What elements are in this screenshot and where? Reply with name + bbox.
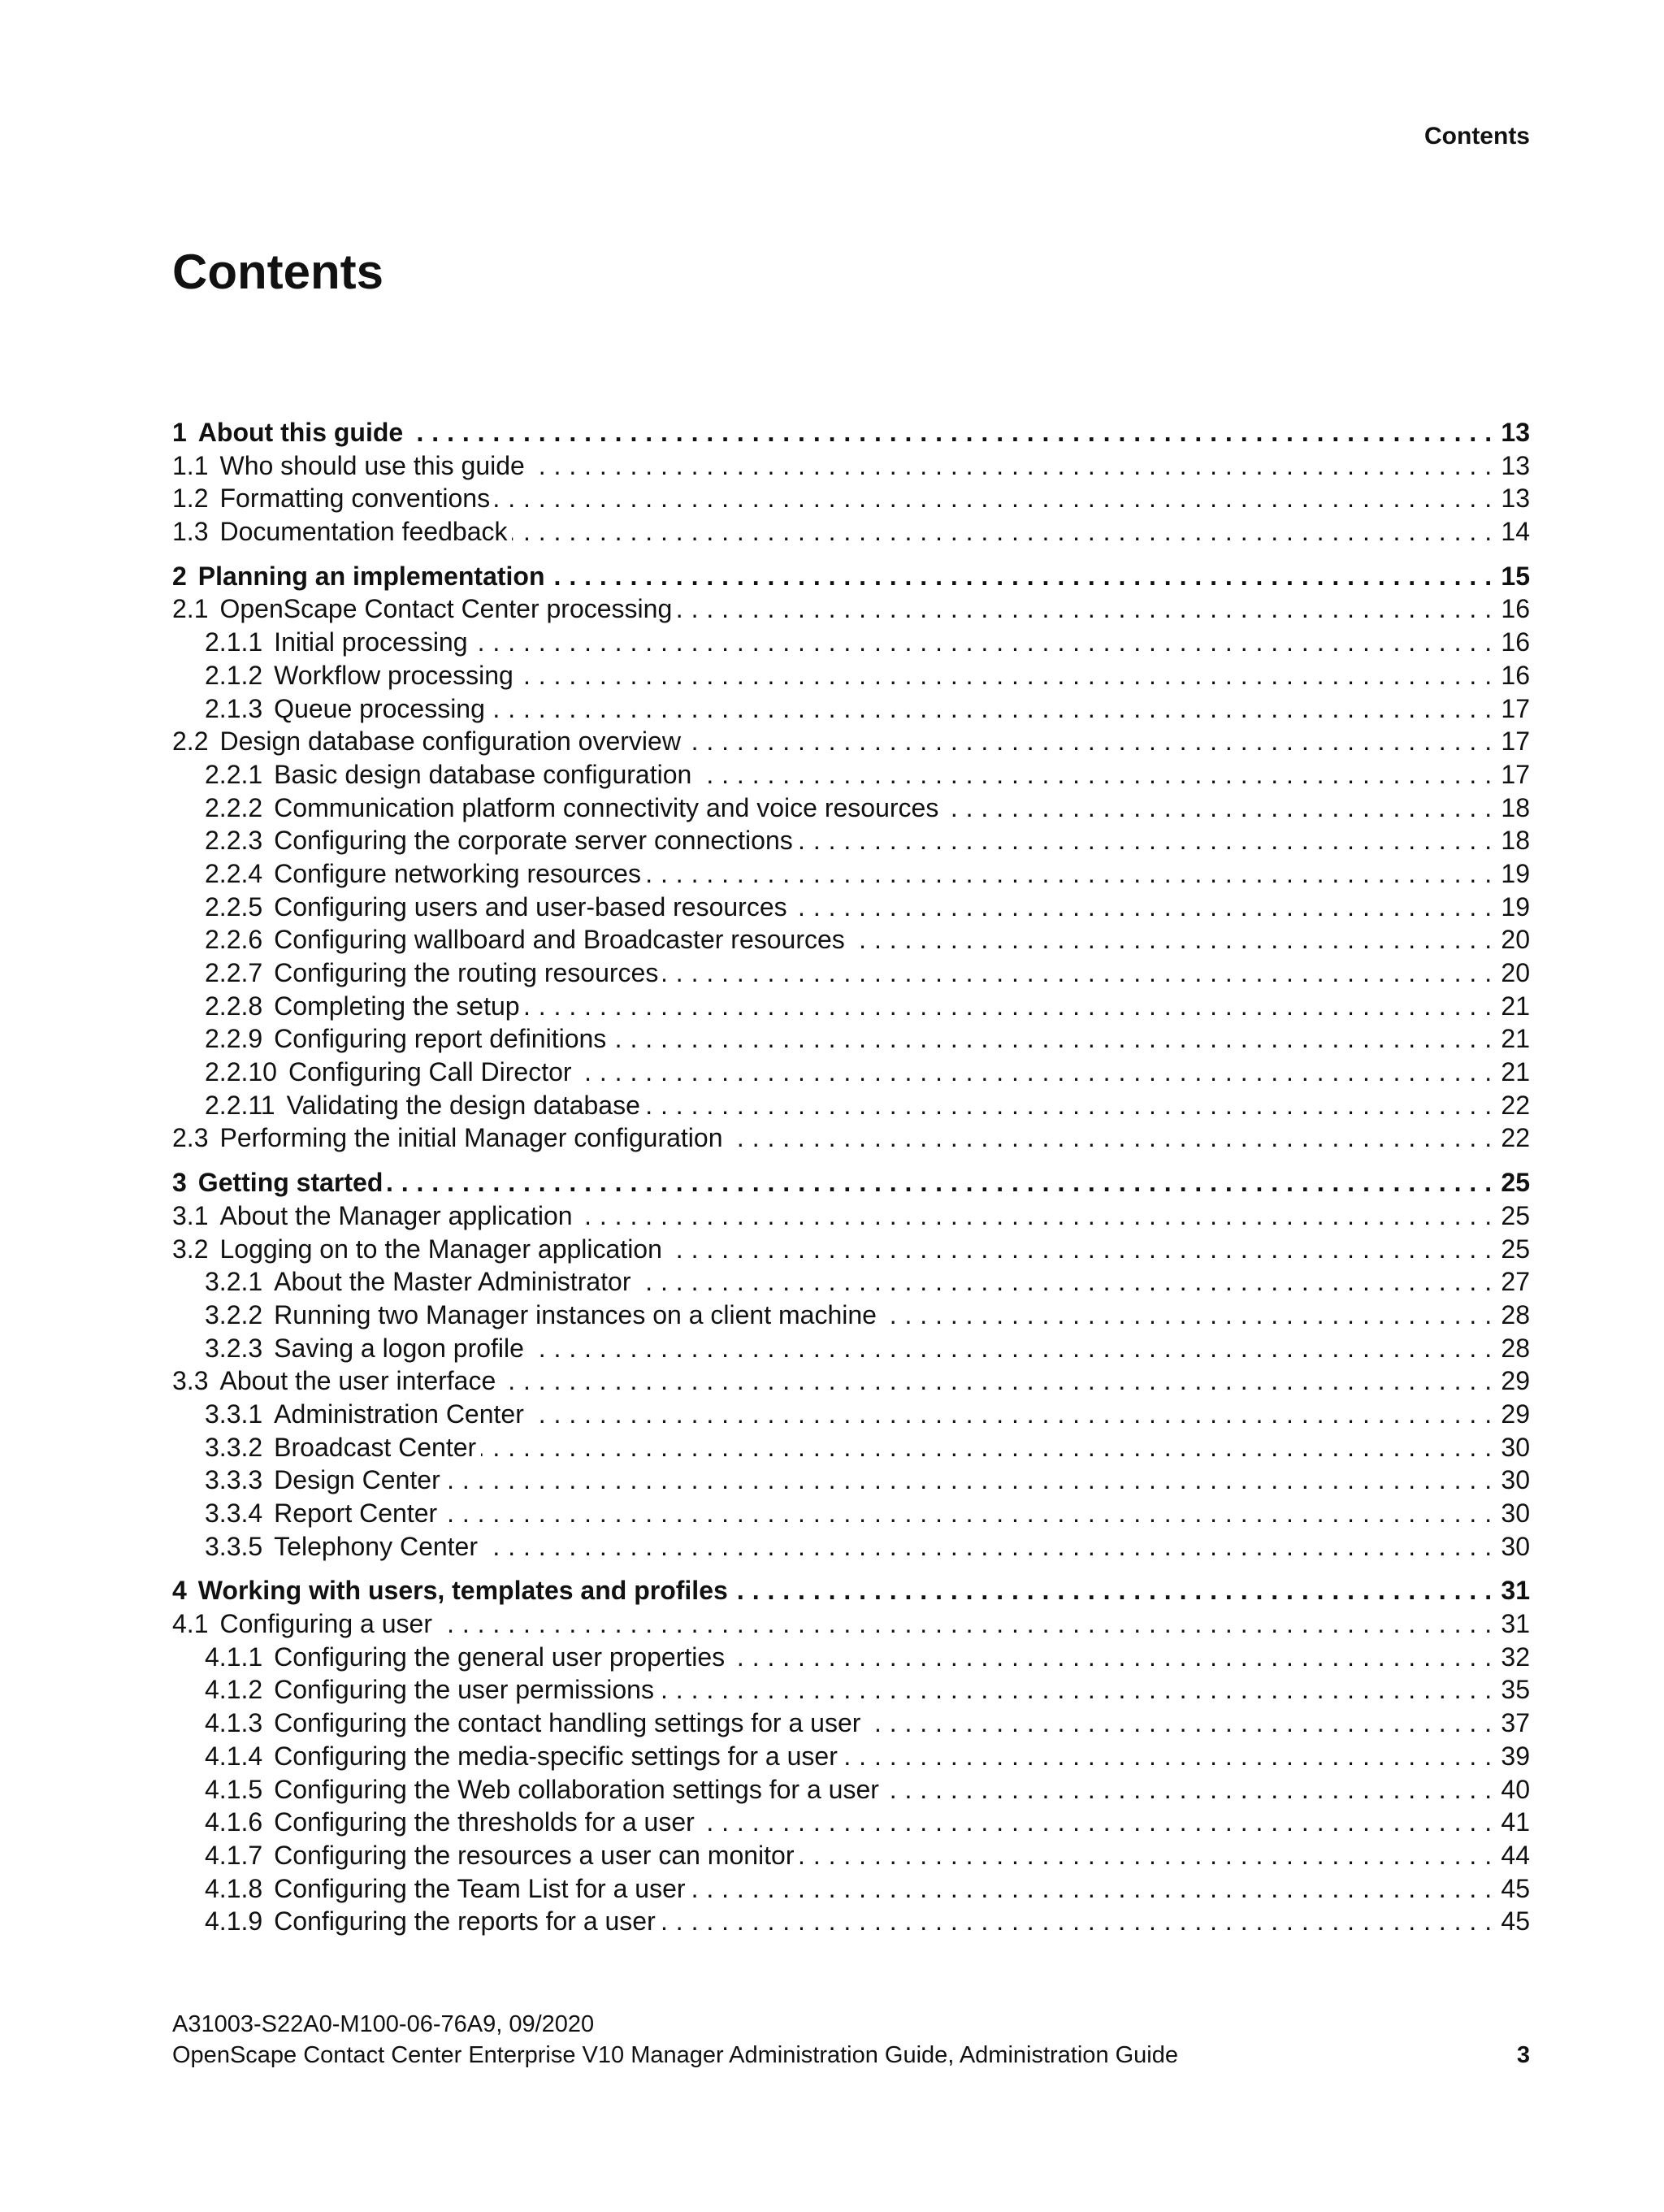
toc-entry-page: 13 (1494, 449, 1530, 483)
toc-entry-page: 17 (1494, 725, 1530, 758)
toc-entry-number: 2.2.10 (205, 1057, 277, 1087)
toc-entry-title (172, 1641, 730, 1674)
toc-entry-title (172, 990, 525, 1023)
toc-entry-label: About this guide (197, 418, 404, 447)
toc-entry-title (172, 1905, 661, 1938)
toc-entry-title (172, 1872, 691, 1906)
toc-entry-number: 4.1.1 (205, 1642, 263, 1672)
toc-entry-page: 25 (1494, 1233, 1530, 1266)
toc-entry-title (172, 659, 518, 692)
toc-entry-label: Configuring the user permissions (274, 1675, 654, 1705)
toc-entry-title (172, 1199, 578, 1233)
toc-entry-title (172, 824, 798, 857)
toc-entry-number: 4.1.9 (205, 1906, 263, 1937)
toc-entry-label: Broadcast Center (274, 1432, 477, 1462)
toc-entry-page: 16 (1494, 626, 1530, 659)
toc-entry-page: 31 (1494, 1607, 1530, 1641)
toc-entry[interactable] (172, 1233, 1530, 1266)
toc-entry-title (172, 560, 550, 593)
toc-entry-title (172, 923, 850, 956)
toc-entry[interactable] (172, 1574, 1530, 1607)
toc-entry-title (172, 1166, 388, 1199)
toc-chapter (172, 416, 1530, 549)
toc-entry-title (172, 725, 686, 758)
toc-entry-number: 2.2.2 (205, 792, 263, 822)
toc-entry-label: Initial processing (274, 627, 468, 657)
toc-entry-number: 2.2.11 (205, 1090, 275, 1120)
toc-entry-title (172, 1464, 445, 1497)
toc-entry[interactable] (172, 1607, 1530, 1641)
toc-entry-title (172, 1364, 500, 1398)
toc-entry-label: Saving a logon profile (274, 1333, 524, 1363)
toc-entry-label: Design Center (274, 1465, 440, 1495)
toc-entry[interactable] (172, 923, 1530, 956)
toc-entry-title (172, 482, 495, 515)
toc-entry-label: Logging on to the Manager application (219, 1234, 662, 1264)
toc-entry-label: Workflow processing (274, 660, 514, 690)
toc-entry-page: 17 (1494, 692, 1530, 726)
toc-entry-number: 4.1.8 (205, 1873, 263, 1903)
toc-entry-title (172, 1530, 483, 1564)
toc-entry[interactable] (172, 891, 1530, 924)
toc-entry-title (172, 449, 530, 483)
toc-entry-page: 19 (1494, 857, 1530, 891)
toc-entry-label: Configuring the thresholds for a user (274, 1807, 695, 1837)
toc-entry[interactable] (172, 1166, 1530, 1199)
toc-entry-number: 3.1 (172, 1200, 209, 1230)
toc-entry[interactable] (172, 1022, 1530, 1056)
toc-entry[interactable] (172, 626, 1530, 659)
toc-entry-label: Configuring the corporate server connections (274, 826, 793, 856)
toc-entry-label: Configuring the general user properties (274, 1642, 726, 1672)
toc-entry-label: OpenScape Contact Center processing (219, 594, 673, 624)
toc-entry[interactable] (172, 725, 1530, 758)
toc-entry-title (172, 1398, 529, 1431)
toc-entry-label: Running two Manager instances on a client machine (274, 1299, 877, 1329)
toc-entry-number: 2.2.4 (205, 858, 263, 888)
toc-entry-label: Configuring report definitions (274, 1024, 607, 1054)
toc-entry[interactable] (172, 1497, 1530, 1530)
footer-doc-number: A31003-S22A0-M100-06-76A9, 09/2020 (172, 2011, 595, 2037)
toc-entry-page: 30 (1494, 1497, 1530, 1530)
toc-entry[interactable] (172, 592, 1530, 626)
toc-entry-label: Queue processing (274, 693, 485, 723)
toc-entry-number: 3.3.5 (205, 1531, 263, 1561)
toc-entry-page: 25 (1494, 1199, 1530, 1233)
toc-entry-label: Completing the setup (274, 991, 520, 1021)
toc-entry-title (172, 1265, 635, 1299)
toc-entry-title (172, 626, 473, 659)
toc-entry-page: 30 (1494, 1530, 1530, 1564)
toc-entry-number: 2.2.3 (205, 826, 263, 856)
page-footer (172, 2009, 1530, 2071)
toc-entry-title (172, 1056, 577, 1089)
toc-entry[interactable] (172, 482, 1530, 515)
toc-chapter (172, 1574, 1530, 1938)
toc-entry[interactable] (172, 1299, 1530, 1332)
toc-entry-number: 4 (172, 1576, 187, 1606)
toc-entry-label: Configuring the resources a user can monitor (274, 1840, 795, 1870)
toc-entry-title (172, 758, 696, 792)
toc-entry-page: 21 (1494, 1022, 1530, 1056)
toc-entry-title (172, 891, 792, 924)
toc-entry[interactable] (172, 1199, 1530, 1233)
toc-entry-label: About the Manager application (219, 1200, 573, 1230)
toc-entry[interactable] (172, 1265, 1530, 1299)
toc-entry[interactable] (172, 1905, 1530, 1938)
toc-entry-page: 16 (1494, 592, 1530, 626)
toc-entry[interactable] (172, 1707, 1530, 1740)
toc-entry[interactable] (172, 792, 1530, 825)
toc-entry-label: Configuring the routing resources (274, 958, 659, 987)
toc-entry-page: 21 (1494, 990, 1530, 1023)
toc-entry[interactable] (172, 692, 1530, 726)
toc-entry-title (172, 1673, 659, 1707)
toc-entry-page: 37 (1494, 1707, 1530, 1740)
toc-chapter (172, 1166, 1530, 1563)
toc-chapter (172, 560, 1530, 1155)
toc-entry[interactable] (172, 1872, 1530, 1906)
toc-entry-title (172, 1497, 442, 1530)
toc-entry-number: 2.2.5 (205, 891, 263, 922)
toc-entry-page: 39 (1494, 1740, 1530, 1773)
toc-entry-page: 40 (1494, 1773, 1530, 1806)
toc-entry-label: Performing the initial Manager configuration (219, 1123, 723, 1153)
toc-entry[interactable] (172, 1839, 1530, 1872)
toc-entry-number: 2.1.2 (205, 660, 263, 690)
toc-entry[interactable] (172, 1056, 1530, 1089)
toc-entry-label: Telephony Center (274, 1531, 478, 1561)
table-of-contents (172, 416, 1530, 1950)
toc-entry-label: Communication platform connectivity and voice resources (274, 792, 939, 822)
toc-entry-page: 30 (1494, 1431, 1530, 1464)
toc-entry-label: Configure networking resources (274, 858, 641, 888)
toc-entry-label: About the Master Administrator (274, 1267, 631, 1297)
page-title: Contents (172, 245, 384, 299)
toc-entry-number: 4.1.7 (205, 1840, 263, 1870)
toc-entry-label: Configuring wallboard and Broadcaster resources (274, 925, 845, 955)
toc-entry[interactable] (172, 1740, 1530, 1773)
toc-entry[interactable] (172, 515, 1530, 549)
toc-entry-label: Configuring the Team List for a user (274, 1873, 686, 1903)
toc-entry-page: 35 (1494, 1673, 1530, 1707)
toc-entry-number: 3.3.4 (205, 1499, 263, 1528)
toc-entry-number: 1.2 (172, 484, 209, 514)
toc-entry-title (172, 416, 408, 449)
toc-entry-label: Report Center (274, 1499, 438, 1528)
toc-entry[interactable] (172, 560, 1530, 593)
toc-entry[interactable] (172, 1332, 1530, 1365)
toc-entry-number: 2.1.3 (205, 693, 263, 723)
footer-page-number: 3 (1516, 2042, 1530, 2068)
toc-entry-page: 20 (1494, 956, 1530, 990)
toc-entry-page: 22 (1494, 1121, 1530, 1155)
toc-entry-number: 2 (172, 561, 187, 591)
toc-entry-page: 28 (1494, 1332, 1530, 1365)
toc-entry-number: 2.2 (172, 726, 209, 757)
toc-entry-number: 2.2.6 (205, 925, 263, 955)
toc-entry-number: 2.2.1 (205, 759, 263, 789)
toc-entry[interactable] (172, 1089, 1530, 1122)
toc-entry-title (172, 1022, 611, 1056)
toc-entry-number: 4.1.4 (205, 1741, 263, 1771)
toc-entry-number: 2.1.1 (205, 627, 263, 657)
toc-entry-number: 2.1 (172, 594, 209, 624)
footer-doc-title: OpenScape Contact Center Enterprise V10 Manager Administration Guide, Administration Guide (172, 2042, 1179, 2068)
toc-entry-number: 3 (172, 1168, 187, 1198)
toc-entry-title (172, 515, 512, 549)
toc-entry[interactable] (172, 990, 1530, 1023)
toc-entry[interactable] (172, 1806, 1530, 1839)
toc-entry-number: 3.2.1 (205, 1267, 263, 1297)
toc-entry-title (172, 956, 663, 990)
toc-entry-number: 3.2.2 (205, 1299, 263, 1329)
running-header: Contents (1424, 123, 1530, 150)
toc-entry-label: Validating the design database (286, 1090, 640, 1120)
toc-entry-page: 21 (1494, 1056, 1530, 1089)
toc-entry-page: 18 (1494, 824, 1530, 857)
toc-entry-page: 19 (1494, 891, 1530, 924)
toc-entry[interactable] (172, 1464, 1530, 1497)
toc-entry[interactable] (172, 857, 1530, 891)
toc-entry-number: 1.3 (172, 517, 209, 547)
toc-entry-label: Documentation feedback (219, 517, 508, 547)
toc-entry-label: Who should use this guide (219, 450, 525, 480)
toc-entry-label: Configuring the media-specific settings for a user (274, 1741, 838, 1771)
toc-entry-title (172, 1574, 733, 1607)
toc-entry-number: 2.2.9 (205, 1024, 263, 1054)
toc-entry-label: Configuring a user (219, 1609, 432, 1639)
toc-entry[interactable] (172, 416, 1530, 449)
toc-entry[interactable] (172, 1364, 1530, 1398)
toc-entry-number: 3.2.3 (205, 1333, 263, 1363)
toc-entry-number: 4.1.3 (205, 1708, 263, 1738)
toc-entry-number: 2.2.7 (205, 958, 263, 987)
toc-entry-label: Design database configuration overview (219, 726, 681, 757)
toc-entry-title (172, 1707, 865, 1740)
toc-entry-title (172, 1431, 481, 1464)
toc-entry-number: 3.2 (172, 1234, 209, 1264)
toc-entry-title (172, 1806, 700, 1839)
toc-entry-page: 45 (1494, 1872, 1530, 1906)
toc-entry-label: Configuring Call Director (288, 1057, 572, 1087)
toc-entry-page: 30 (1494, 1464, 1530, 1497)
toc-entry-page: 14 (1494, 515, 1530, 549)
toc-entry-number: 2.3 (172, 1123, 209, 1153)
toc-entry-page: 29 (1494, 1398, 1530, 1431)
toc-entry-label: Getting started (197, 1168, 384, 1198)
toc-entry-title (172, 1773, 884, 1806)
toc-entry[interactable] (172, 758, 1530, 792)
toc-entry-label: Configuring users and user-based resources (274, 891, 787, 922)
toc-entry-number: 1.1 (172, 450, 209, 480)
toc-entry[interactable] (172, 824, 1530, 857)
toc-entry-page: 41 (1494, 1806, 1530, 1839)
toc-entry-title (172, 692, 490, 726)
toc-entry-page: 32 (1494, 1641, 1530, 1674)
toc-entry-page: 44 (1494, 1839, 1530, 1872)
toc-entry-label: Configuring the contact handling settings for a user (274, 1708, 861, 1738)
toc-entry-title (172, 1607, 437, 1641)
toc-entry-number: 3.3.3 (205, 1465, 263, 1495)
toc-entry-page: 13 (1494, 416, 1530, 449)
toc-entry-title (172, 1839, 800, 1872)
toc-entry[interactable] (172, 659, 1530, 692)
toc-entry-label: Administration Center (274, 1399, 524, 1429)
toc-entry-page: 15 (1494, 560, 1530, 593)
toc-entry-label: Configuring the Web collaboration settings for a user (274, 1774, 879, 1804)
toc-entry-page: 25 (1494, 1166, 1530, 1199)
toc-entry-title (172, 792, 943, 825)
toc-entry-page: 27 (1494, 1265, 1530, 1299)
toc-entry-number: 1 (172, 418, 187, 447)
toc-entry[interactable] (172, 449, 1530, 483)
toc-entry-label: Configuring the reports for a user (274, 1906, 656, 1937)
toc-entry-label: Planning an implementation (197, 561, 545, 591)
toc-entry-page: 20 (1494, 923, 1530, 956)
toc-entry-title (172, 1089, 645, 1122)
toc-entry-number: 4.1.5 (205, 1774, 263, 1804)
toc-entry[interactable] (172, 956, 1530, 990)
toc-entry-number: 3.3.1 (205, 1399, 263, 1429)
toc-entry-page: 16 (1494, 659, 1530, 692)
toc-entry-title (172, 1121, 727, 1155)
toc-entry-page: 22 (1494, 1089, 1530, 1122)
toc-entry-page: 17 (1494, 758, 1530, 792)
toc-entry-number: 2.2.8 (205, 991, 263, 1021)
toc-entry-title (172, 857, 646, 891)
toc-entry-label: About the user interface (219, 1366, 496, 1396)
toc-entry[interactable] (172, 1673, 1530, 1707)
toc-entry-number: 4.1.2 (205, 1675, 263, 1705)
toc-entry-label: Formatting conventions (219, 484, 491, 514)
toc-entry-page: 45 (1494, 1905, 1530, 1938)
toc-entry-page: 31 (1494, 1574, 1530, 1607)
toc-entry-label: Basic design database configuration (274, 759, 692, 789)
toc-entry-title (172, 592, 677, 626)
toc-entry-label: Working with users, templates and profiles (197, 1576, 728, 1606)
toc-entry-title (172, 1233, 667, 1266)
toc-entry-page: 28 (1494, 1299, 1530, 1332)
toc-entry-title (172, 1332, 529, 1365)
toc-entry-number: 3.3 (172, 1366, 209, 1396)
toc-entry-page: 29 (1494, 1364, 1530, 1398)
toc-entry-number: 4.1 (172, 1609, 209, 1639)
toc-entry-page: 18 (1494, 792, 1530, 825)
toc-entry[interactable] (172, 1773, 1530, 1806)
toc-entry[interactable] (172, 1641, 1530, 1674)
toc-entry-page: 13 (1494, 482, 1530, 515)
toc-entry[interactable] (172, 1431, 1530, 1464)
toc-entry-title (172, 1299, 882, 1332)
toc-entry-number: 4.1.6 (205, 1807, 263, 1837)
toc-entry-number: 3.3.2 (205, 1432, 263, 1462)
toc-entry[interactable] (172, 1121, 1530, 1155)
toc-entry-title (172, 1740, 843, 1773)
toc-entry[interactable] (172, 1530, 1530, 1564)
toc-entry[interactable] (172, 1398, 1530, 1431)
